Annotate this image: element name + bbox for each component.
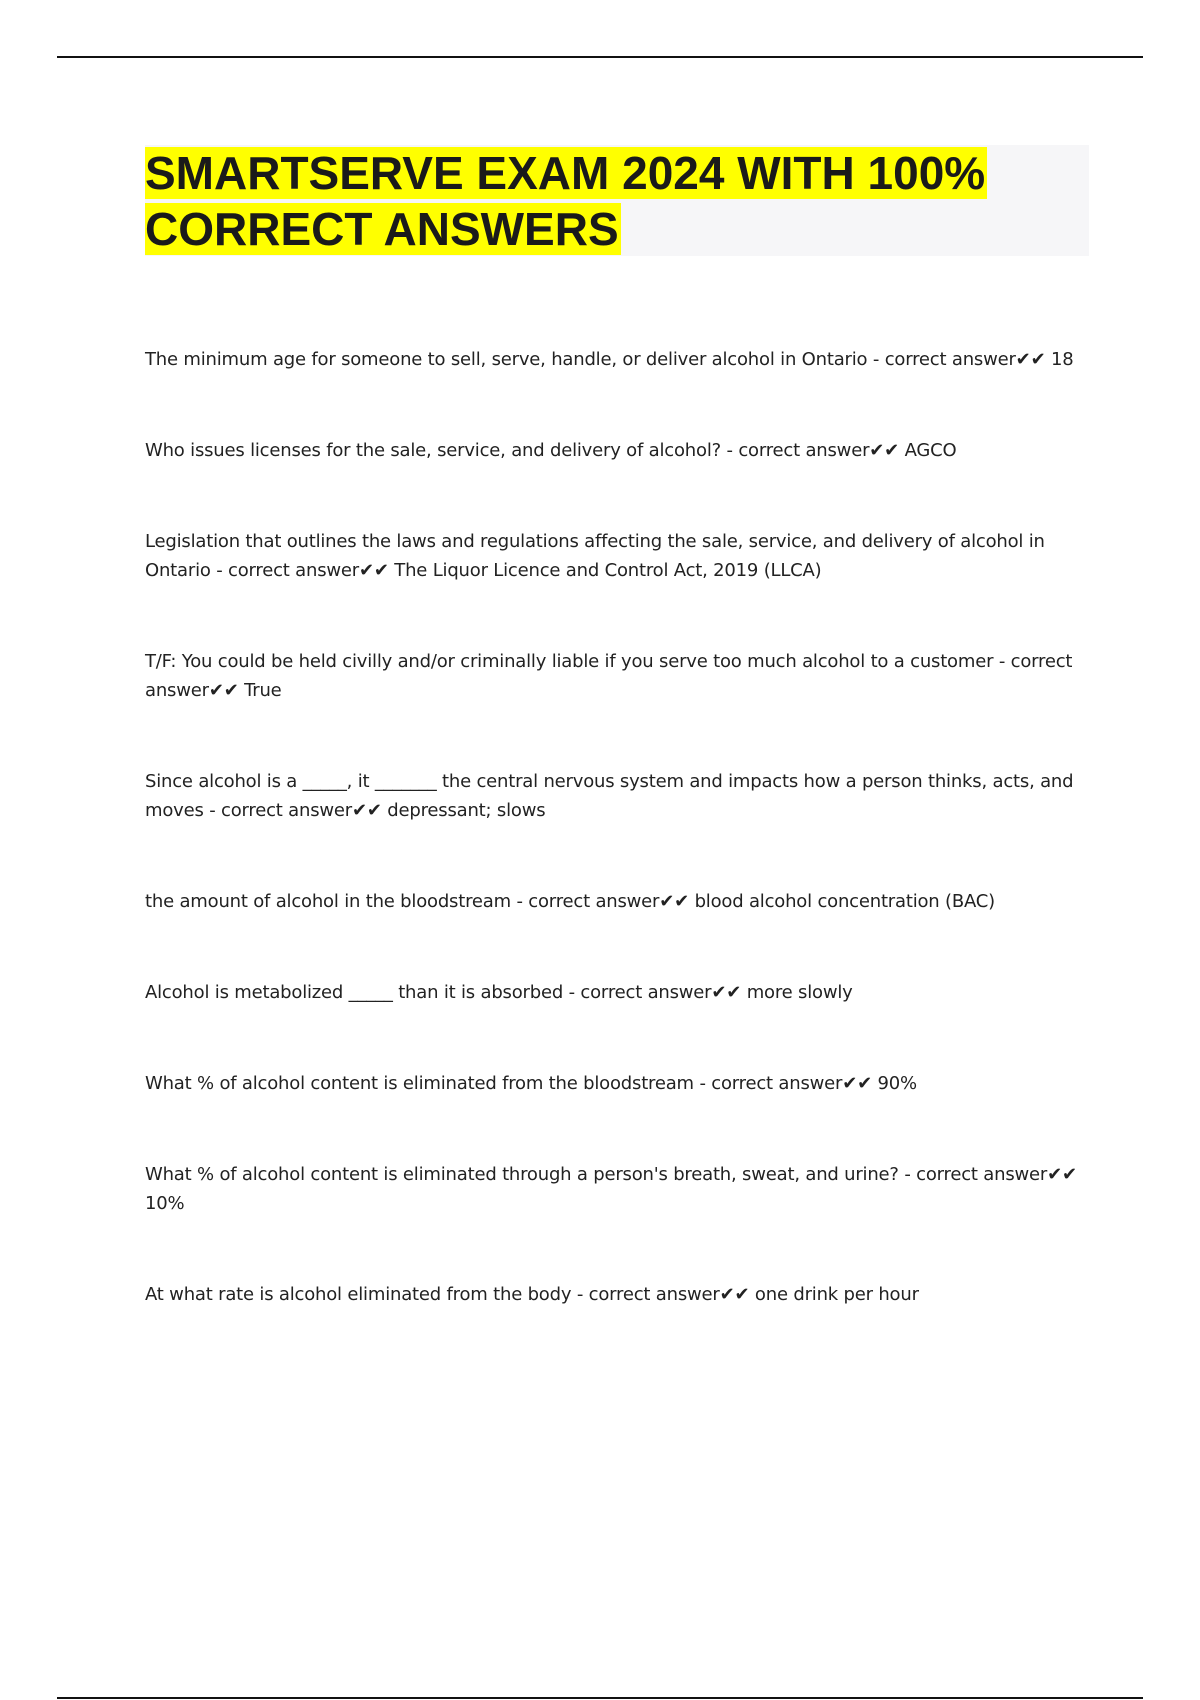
question-text: the amount of alcohol in the bloodstream [145, 891, 511, 912]
answer-text: 10% [145, 1193, 185, 1214]
answer-text: depressant; slows [387, 800, 546, 821]
question-text: Since alcohol is a _____, it _______ the central nervous system and impacts how a person thinks, acts, and moves [145, 771, 1074, 821]
question-text: T/F: You could be held civilly and/or criminally liable if you serve too much alcohol to a customer [145, 651, 994, 672]
answer-text: The Liquor Licence and Control Act, 2019 (LLCA) [394, 560, 822, 581]
answer-marker: - correct answer✔✔ [145, 651, 1073, 701]
qa-item [145, 767, 1090, 825]
question-text: Alcohol is metabolized _____ than it is absorbed [145, 982, 564, 1003]
answer-marker: - correct answer✔✔ [516, 891, 690, 912]
answer-marker: - correct answer✔✔ [726, 440, 900, 461]
question-text: What % of alcohol content is eliminated through a person's breath, sweat, and urine? [145, 1164, 899, 1185]
qa-item [145, 345, 1090, 374]
question-text: What % of alcohol content is eliminated from the bloodstream [145, 1073, 694, 1094]
answer-text: 90% [877, 1073, 917, 1094]
question-text: At what rate is alcohol eliminated from the body [145, 1284, 572, 1305]
document-title [145, 145, 1089, 257]
question-text: Legislation that outlines the laws and regulations affecting the sale, service, and delivery of alcohol in Ontario [145, 531, 1045, 581]
answer-marker: - correct answer✔✔ [576, 1284, 750, 1305]
answer-marker: - correct answer✔✔ [904, 1164, 1077, 1185]
question-text: The minimum age for someone to sell, serve, handle, or deliver alcohol in Ontario [145, 349, 868, 370]
qa-item [145, 1069, 1090, 1098]
qa-item [145, 887, 1090, 916]
footer-rule [57, 1697, 1143, 1699]
answer-text: True [244, 680, 282, 701]
title-highlight: SMARTSERVE EXAM 2024 WITH 100% CORRECT ANSWERS [145, 147, 986, 255]
answer-marker: - correct answer✔✔ [209, 800, 382, 821]
header-rule [57, 56, 1143, 58]
question-list [145, 345, 1090, 1371]
qa-item [145, 978, 1090, 1007]
qa-item [145, 436, 1090, 465]
answer-marker: - correct answer✔✔ [216, 560, 389, 581]
answer-text: one drink per hour [754, 1284, 919, 1305]
answer-marker: - correct answer✔✔ [568, 982, 742, 1003]
answer-marker: - correct answer✔✔ [699, 1073, 872, 1094]
question-text: Who issues licenses for the sale, service, and delivery of alcohol? [145, 440, 721, 461]
qa-item [145, 1280, 1090, 1309]
answer-marker: - correct answer✔✔ [872, 349, 1046, 370]
qa-item [145, 527, 1090, 585]
answer-text: 18 [1050, 349, 1074, 370]
qa-item [145, 647, 1090, 705]
answer-text: more slowly [746, 982, 853, 1003]
answer-text: AGCO [904, 440, 957, 461]
answer-text: blood alcohol concentration (BAC) [694, 891, 995, 912]
qa-item [145, 1160, 1090, 1218]
